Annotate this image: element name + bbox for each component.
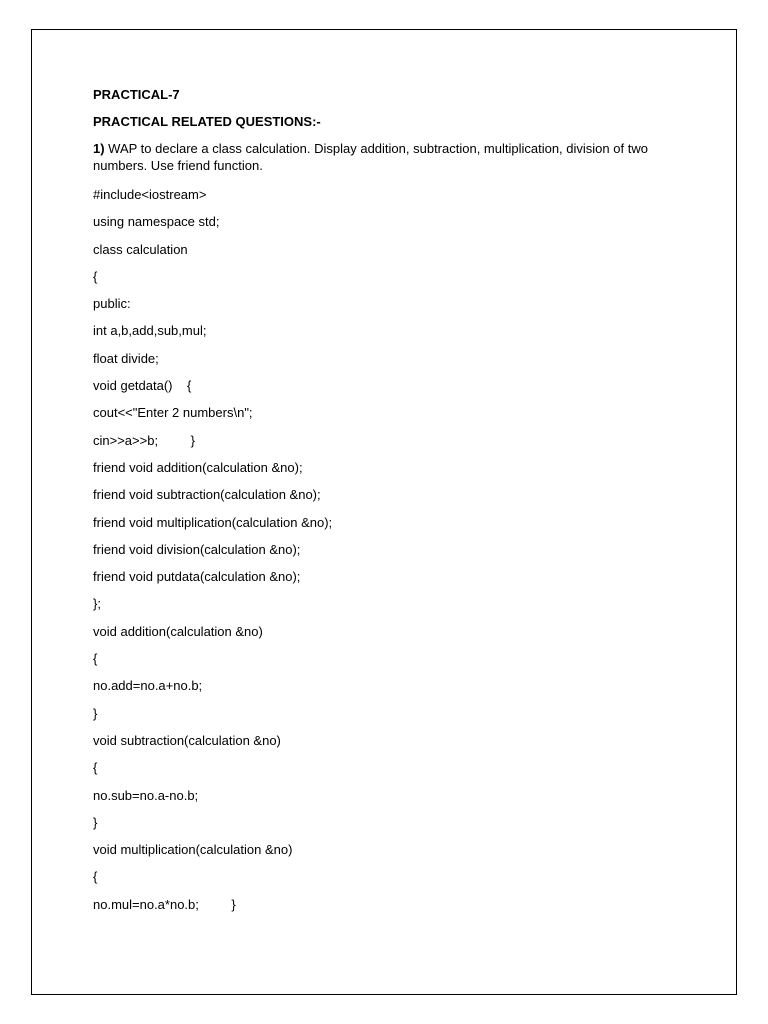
code-line: no.mul=no.a*no.b; }	[93, 896, 236, 912]
code-line: friend void subtraction(calculation &no);	[93, 487, 321, 503]
code-line: friend void putdata(calculation &no);	[93, 569, 301, 585]
code-line: {	[93, 651, 98, 667]
code-line: void subtraction(calculation &no)	[93, 732, 281, 748]
code-line: }	[93, 814, 98, 830]
code-line: public:	[93, 296, 131, 312]
document-content	[93, 86, 693, 923]
code-line: {	[93, 869, 98, 885]
code-line: void getdata() {	[93, 378, 192, 394]
code-line: no.sub=no.a-no.b;	[93, 787, 199, 803]
code-line: #include<iostream>	[93, 187, 207, 202]
question-number: 1)	[93, 141, 105, 156]
code-line: void addition(calculation &no)	[93, 623, 263, 639]
code-block	[93, 186, 693, 923]
code-line: {	[93, 268, 98, 284]
section-heading: PRACTICAL RELATED QUESTIONS:-	[93, 114, 321, 129]
code-line: no.add=no.a+no.b;	[93, 678, 203, 694]
code-line: {	[93, 760, 98, 776]
code-line: void multiplication(calculation &no)	[93, 842, 293, 858]
code-line: float divide;	[93, 350, 159, 366]
code-line: friend void multiplication(calculation &no);	[93, 514, 333, 530]
code-line: int a,b,add,sub,mul;	[93, 323, 207, 339]
code-line: cin>>a>>b; }	[93, 432, 195, 448]
question-body: WAP to declare a class calculation. Display addition, subtraction, multiplication, division of two numbers. Use friend function.	[93, 141, 648, 173]
code-line: class calculation	[93, 241, 188, 257]
code-line: }	[93, 705, 98, 721]
code-line: cout<<"Enter 2 numbers\n";	[93, 405, 253, 421]
code-line: using namespace std;	[93, 214, 220, 230]
code-line: friend void division(calculation &no);	[93, 541, 301, 557]
practical-title: PRACTICAL-7	[93, 87, 180, 102]
question-text	[93, 140, 693, 186]
code-line: friend void addition(calculation &no);	[93, 459, 303, 475]
code-line: };	[93, 596, 101, 612]
